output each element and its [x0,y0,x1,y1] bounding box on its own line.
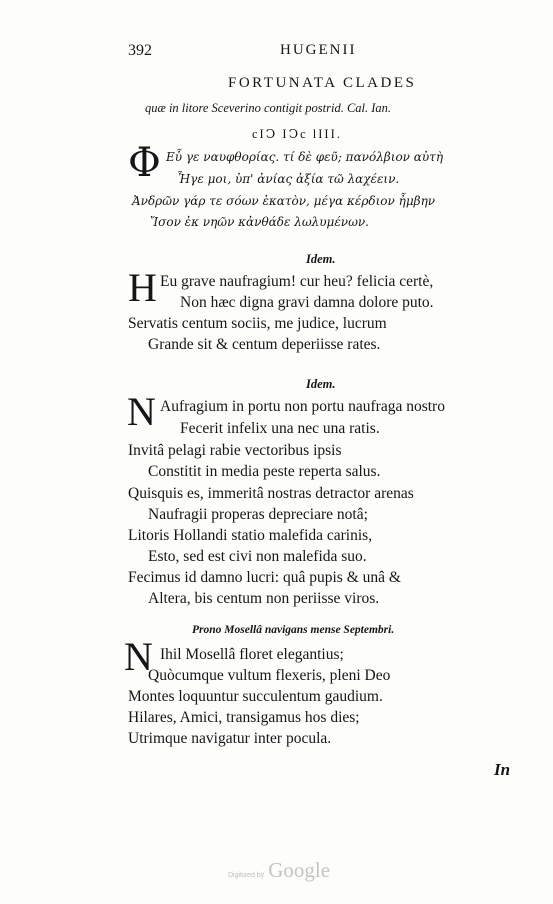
verse-line: Naufragii properas depreciare notâ; [148,506,368,523]
poem-title: FORTUNATA CLADES [228,75,417,91]
verse-line: Ihil Mosellâ floret elegantius; [160,646,344,663]
verse-line: Fecerit infelix una nec una ratis. [180,420,380,437]
poem-subtitle: quæ in litore Sceverino contigit postrid. Cal. Ian. [145,101,392,115]
verse-line: Grande sit & centum deperiisse rates. [148,336,381,353]
watermark-brand: Google [268,858,331,882]
drop-initial: H [128,265,157,310]
section-heading: Idem. [306,377,336,391]
verse-line: Quòcumque vultum flexeris, pleni Deo [148,667,391,684]
google-watermark [228,858,330,883]
verse-line: Hilares, Amici, transigamus hos dies; [128,709,360,726]
section-heading: Idem. [306,252,336,266]
page-number: 392 [128,42,152,59]
greek-line: Ἴσον ἐκ νηῶν κἀνθάδε λωλυμένων. [150,215,369,229]
drop-initial: N [127,389,156,434]
verse-line: Utrimque navigatur inter pocula. [128,730,332,747]
verse-line: Invitâ pelagi rabie vectoribus ipsis [128,442,342,459]
verse-line: Constitit in media peste reperta salus. [148,463,381,480]
verse-line: Litoris Hollandi statio malefida carinis, [128,527,373,544]
drop-initial: N [124,634,153,679]
verse-line: Quisquis es, immeritâ nostras detractor arenas [128,485,414,502]
verse-line: Non hæc digna gravi damna dolore puto. [180,294,434,311]
watermark-prefix: Digitized by [228,872,265,879]
running-head: HUGENII [280,42,357,58]
verse-line: Fecimus id damno lucri: quâ pupis & unâ & [128,569,401,586]
greek-line: Εὖ γε ναυφθορίας. τί δὲ φεῦ; πανόλβιον αὐτὴ [166,150,444,164]
verse-line: Servatis centum sociis, me judice, lucrum [128,315,387,332]
section-heading: Prono Mosellâ navigans mense Septembri. [192,624,395,636]
greek-line: Ἦγε μοι, ὑπ' ἀνίας ἀξία τῶ λαχέειν. [177,172,400,186]
verse-line: Esto, sed est civi non malefida suo. [148,548,367,565]
greek-initial: Φ [128,140,161,186]
verse-line: Montes loquuntur succulentum gaudium. [128,688,383,705]
verse-line: Eu grave naufragium! cur heu? felicia certè, [160,273,434,290]
greek-line: Ἀνδρῶν γάρ τε σόων ἑκατὸν, μέγα κέρδιον ἦμβην [132,194,436,208]
verse-line: Aufragium in portu non portu naufraga nostro [160,398,445,415]
poem-date: cIↃ IↃc lIII. [252,127,342,141]
catchword: In [494,760,511,779]
verse-line: Altera, bis centum non periisse viros. [148,590,380,607]
